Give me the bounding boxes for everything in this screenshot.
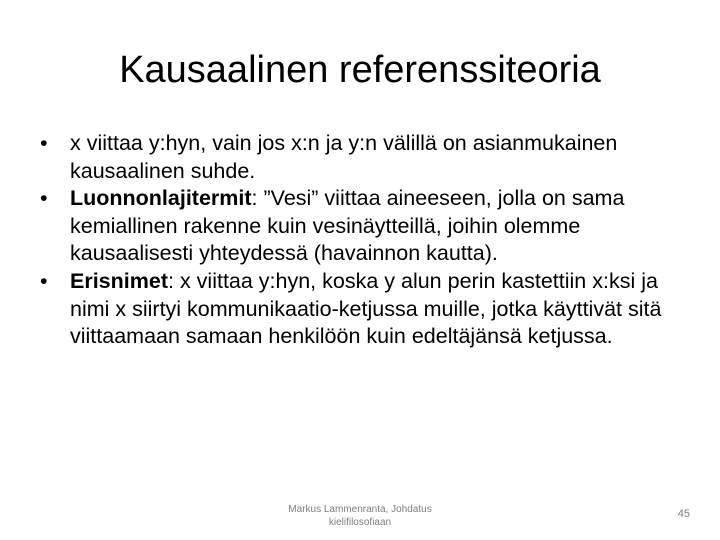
bullet-term: Luonnonlajitermit [70,186,252,211]
bullet-separator: : [167,268,180,293]
bullet-dot-icon: • [40,186,48,211]
bullet-item [36,185,676,268]
bullet-item [36,268,676,351]
bullet-item [36,130,676,185]
bullet-text: ”Vesi” viittaa aineeseen, jolla on sama kemiallinen rakenne kuin vesinäytteillä, joihin olemme kausaalisesti yhteydessä (havainnon kautta). [70,186,625,266]
bullet-separator: : [251,186,264,211]
footer-line: Markus Lammenranta, Johdatus [288,504,432,515]
page-number: 45 [677,508,690,520]
bullet-list [36,130,676,351]
bullet-dot-icon: • [40,268,48,293]
bullet-dot-icon: • [40,131,48,155]
slide-title: Kausaalinen referenssiteoria [119,49,601,91]
bullet-text: x viittaa y:hyn, koska y alun perin kastettiin x:ksi ja nimi x siirtyi kommunikaatio-ketjussa muille, jotka käyttivät sitä viittaamaan samaan henkilöön kuin edeltäjänsä ketjussa. [70,268,662,349]
bullet-text: x viittaa y:hyn, vain jos x:n ja y:n välillä on asianmukainen kausaalinen suhde. [70,131,618,183]
bullet-term: Erisnimet [70,268,168,293]
footer-line: kielifilosofiaan [328,517,392,528]
slide-footer [270,503,450,529]
